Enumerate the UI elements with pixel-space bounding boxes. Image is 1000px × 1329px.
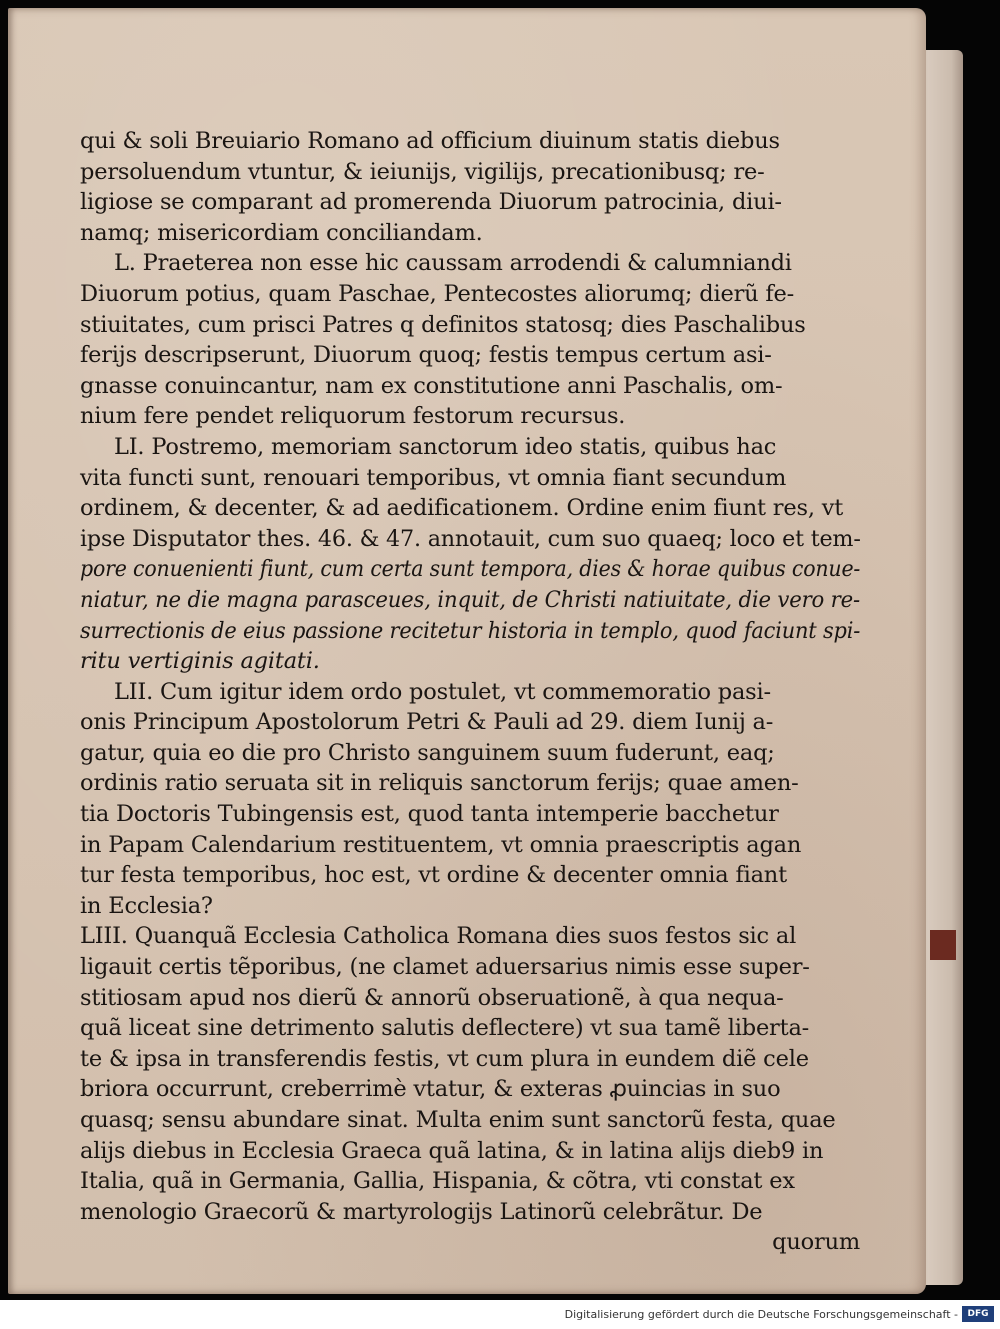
text-line: L. Praeterea non esse hic caussam arrodendi & calumniandi xyxy=(114,250,792,277)
text-line: alijs diebus in Ecclesia Graeca quã latina, & in latina alijs dieb9 in xyxy=(80,1137,824,1164)
text-line: ligiose se comparant ad promerenda Diuorum patrocinia, diui- xyxy=(80,189,782,216)
text-line: te & ipsa in transferendis festis, vt cum plura in eundem diẽ cele xyxy=(80,1045,809,1072)
text-line: Diuorum potius, quam Paschae, Pentecostes aliorumq; dierũ fe- xyxy=(80,280,795,307)
text-line: quã liceat sine detrimento salutis deflectere) vt sua tamẽ liberta- xyxy=(80,1015,810,1042)
footer-credit: Digitalisierung gefördert durch die Deutsche Forschungsgemeinschaft - xyxy=(564,1308,958,1321)
book-page xyxy=(8,8,926,1294)
text-line: quorum xyxy=(772,1229,860,1256)
text-line: LI. Postremo, memoriam sanctorum ideo statis, quibus hac xyxy=(114,433,777,460)
text-line: Italia, quã in Germania, Gallia, Hispania, & cõtra, vti constat ex xyxy=(80,1168,795,1195)
text-line: ipse Disputator thes. 46. & 47. annotauit, cum suo quaeq; loco et tem- xyxy=(80,525,861,552)
text-line: ordinis ratio seruata sit in reliquis sanctorum ferijs; quae amen- xyxy=(80,770,799,797)
page-tab-marker xyxy=(930,930,956,960)
page-text-block xyxy=(80,126,860,1258)
text-line: stitiosam apud nos dierũ & annorũ obseruationẽ, à qua nequa- xyxy=(80,984,784,1011)
text-line: ritu vertiginis agitati. xyxy=(80,648,320,675)
text-line: LII. Cum igitur idem ordo postulet, vt commemoratio pasi- xyxy=(114,678,771,705)
text-line: stiuitates, cum prisci Patres q definitos statosq; dies Paschalibus xyxy=(80,311,806,338)
text-line: namq; misericordiam conciliandam. xyxy=(80,219,483,246)
text-line: menologio Graecorũ & martyrologijs Latinorũ celebrãtur. De xyxy=(80,1198,763,1225)
text-line: pore conuenienti fiunt, cum certa sunt tempora, dies & horae quibus conue- xyxy=(80,556,861,583)
text-line: niatur, ne die magna parasceues, inquit, de Christi natiuitate, die vero re- xyxy=(80,586,860,613)
text-line: in Papam Calendarium restituentem, vt omnia praescriptis agan xyxy=(80,831,802,858)
text-line: quasq; sensu abundare sinat. Multa enim sunt sanctorũ festa, quae xyxy=(80,1107,836,1133)
text-line: tur festa temporibus, hoc est, vt ordine & decenter omnia fiant xyxy=(80,862,787,889)
text-line: ligauit certis tẽporibus, (ne clamet aduersarius nimis esse super- xyxy=(80,954,810,981)
text-line: qui & soli Breuiario Romano ad officium diuinum statis diebus xyxy=(80,128,780,154)
text-line: vita functi sunt, renouari temporibus, vt omnia fiant secundum xyxy=(80,464,787,491)
text-line: briora occurrunt, creberrimè vtatur, & exteras ꝓuincias in suo xyxy=(80,1076,781,1103)
text-line: ferijs descripserunt, Diuorum quoq; festis tempus certum asi- xyxy=(80,342,772,369)
footer-bar xyxy=(0,1300,1000,1329)
text-line: surrectionis de eius passione recitetur historia in templo, quod faciunt spi- xyxy=(80,617,861,644)
text-line: gnasse conuincantur, nam ex constitutione anni Paschalis, om- xyxy=(80,372,783,399)
text-line: LIII. Quanquã Ecclesia Catholica Romana dies suos festos sic al xyxy=(80,923,797,950)
text-line: gatur, quia eo die pro Christo sanguinem suum fuderunt, eaq; xyxy=(80,739,775,766)
text-line: onis Principum Apostolorum Petri & Pauli ad 29. diem Iunij a- xyxy=(80,709,774,736)
text-line: ordinem, & decenter, & ad aedificationem. Ordine enim fiunt res, vt xyxy=(80,495,844,522)
text-line: persoluendum vtuntur, & ieiunijs, vigilijs, precationibusq; re- xyxy=(80,158,765,185)
text-line: in Ecclesia? xyxy=(80,892,213,919)
dfg-logo: DFG xyxy=(962,1306,994,1322)
text-line: nium fere pendet reliquorum festorum recursus. xyxy=(80,403,626,430)
text-line: tia Doctoris Tubingensis est, quod tanta intemperie bacchetur xyxy=(80,801,779,828)
